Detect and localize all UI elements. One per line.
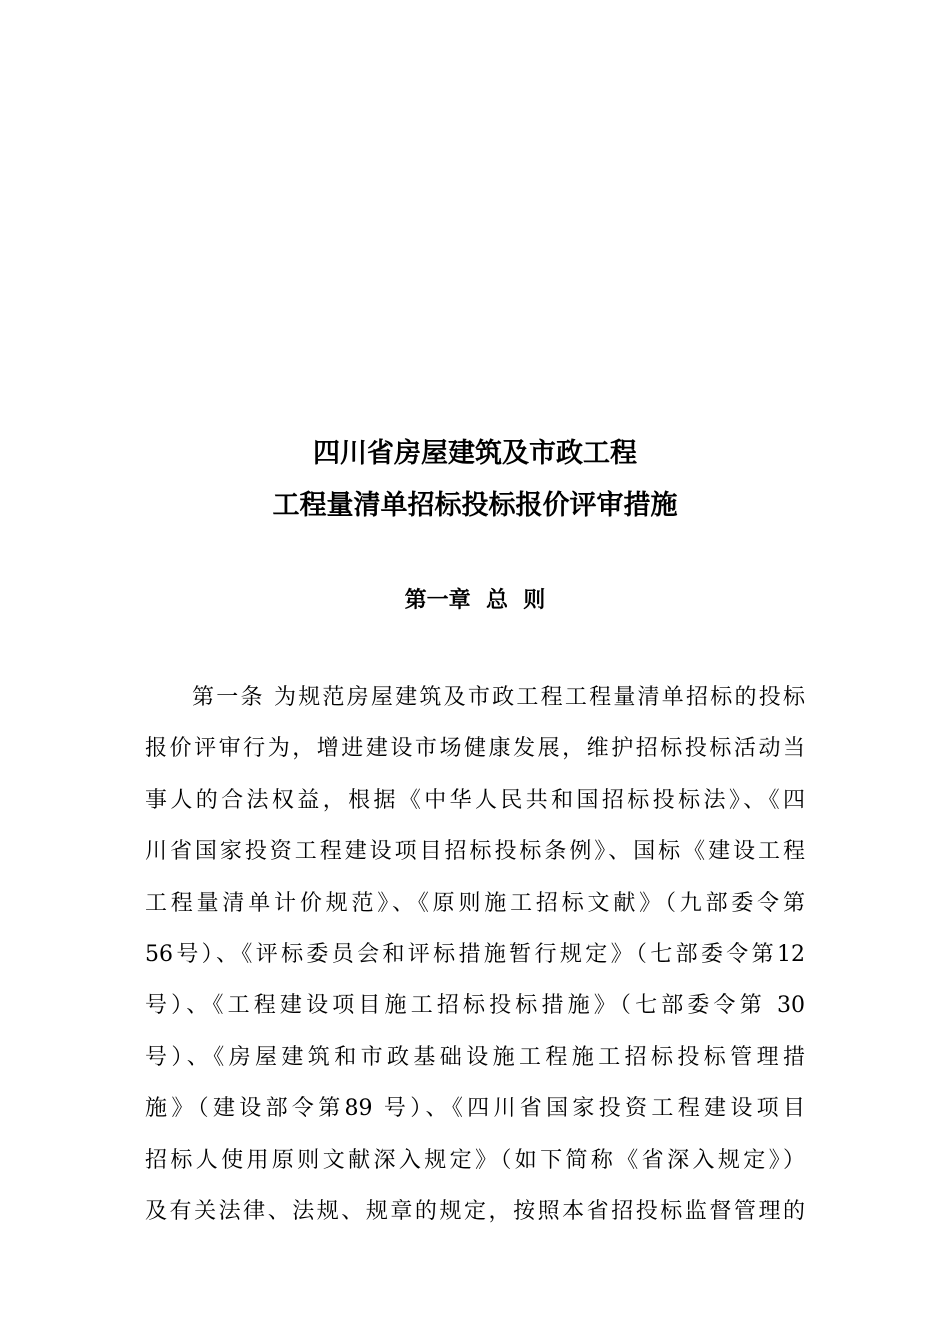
paragraph-line: 号）、《工程建设项目施工招标投标措施》（七部委令第 30 bbox=[145, 993, 805, 1019]
paragraph-line: 报价评审行为，增进建设市场健康发展，维护招标投标活动当 bbox=[145, 736, 805, 762]
paragraph-line: 事人的合法权益，根据《中华人民共和国招标投标法》、《四 bbox=[145, 787, 805, 813]
article-1-paragraph bbox=[145, 672, 805, 1237]
document-title-line-2: 工程量清单招标投标报价评审措施 bbox=[272, 490, 678, 521]
chapter-heading: 第一章 总 则 bbox=[404, 588, 546, 613]
paragraph-line: 施》（建设部令第89 号）、《四川省国家投资工程建设项目 bbox=[145, 1096, 805, 1122]
paragraph-line: 川省国家投资工程建设项目招标投标条例》、国标《建设工程 bbox=[145, 839, 805, 865]
paragraph-line: 号）、《房屋建筑和市政基础设施工程施工招标投标管理措 bbox=[145, 1044, 805, 1070]
paragraph-line: 56号）、《评标委员会和评标措施暂行规定》（七部委令第12 bbox=[145, 941, 805, 967]
paragraph-line: 第一条 为规范房屋建筑及市政工程工程量清单招标的投标 bbox=[192, 685, 805, 710]
paragraph-line: 及有关法律、法规、规章的规定，按照本省招投标监督管理的 bbox=[145, 1198, 805, 1224]
document-title-line-1: 四川省房屋建筑及市政工程 bbox=[313, 438, 637, 469]
paragraph-line: 招标人使用原则文献深入规定》（如下简称《省深入规定》） bbox=[145, 1147, 805, 1173]
paragraph-line: 工程量清单计价规范》、《原则施工招标文献》（九部委令第 bbox=[145, 890, 805, 916]
